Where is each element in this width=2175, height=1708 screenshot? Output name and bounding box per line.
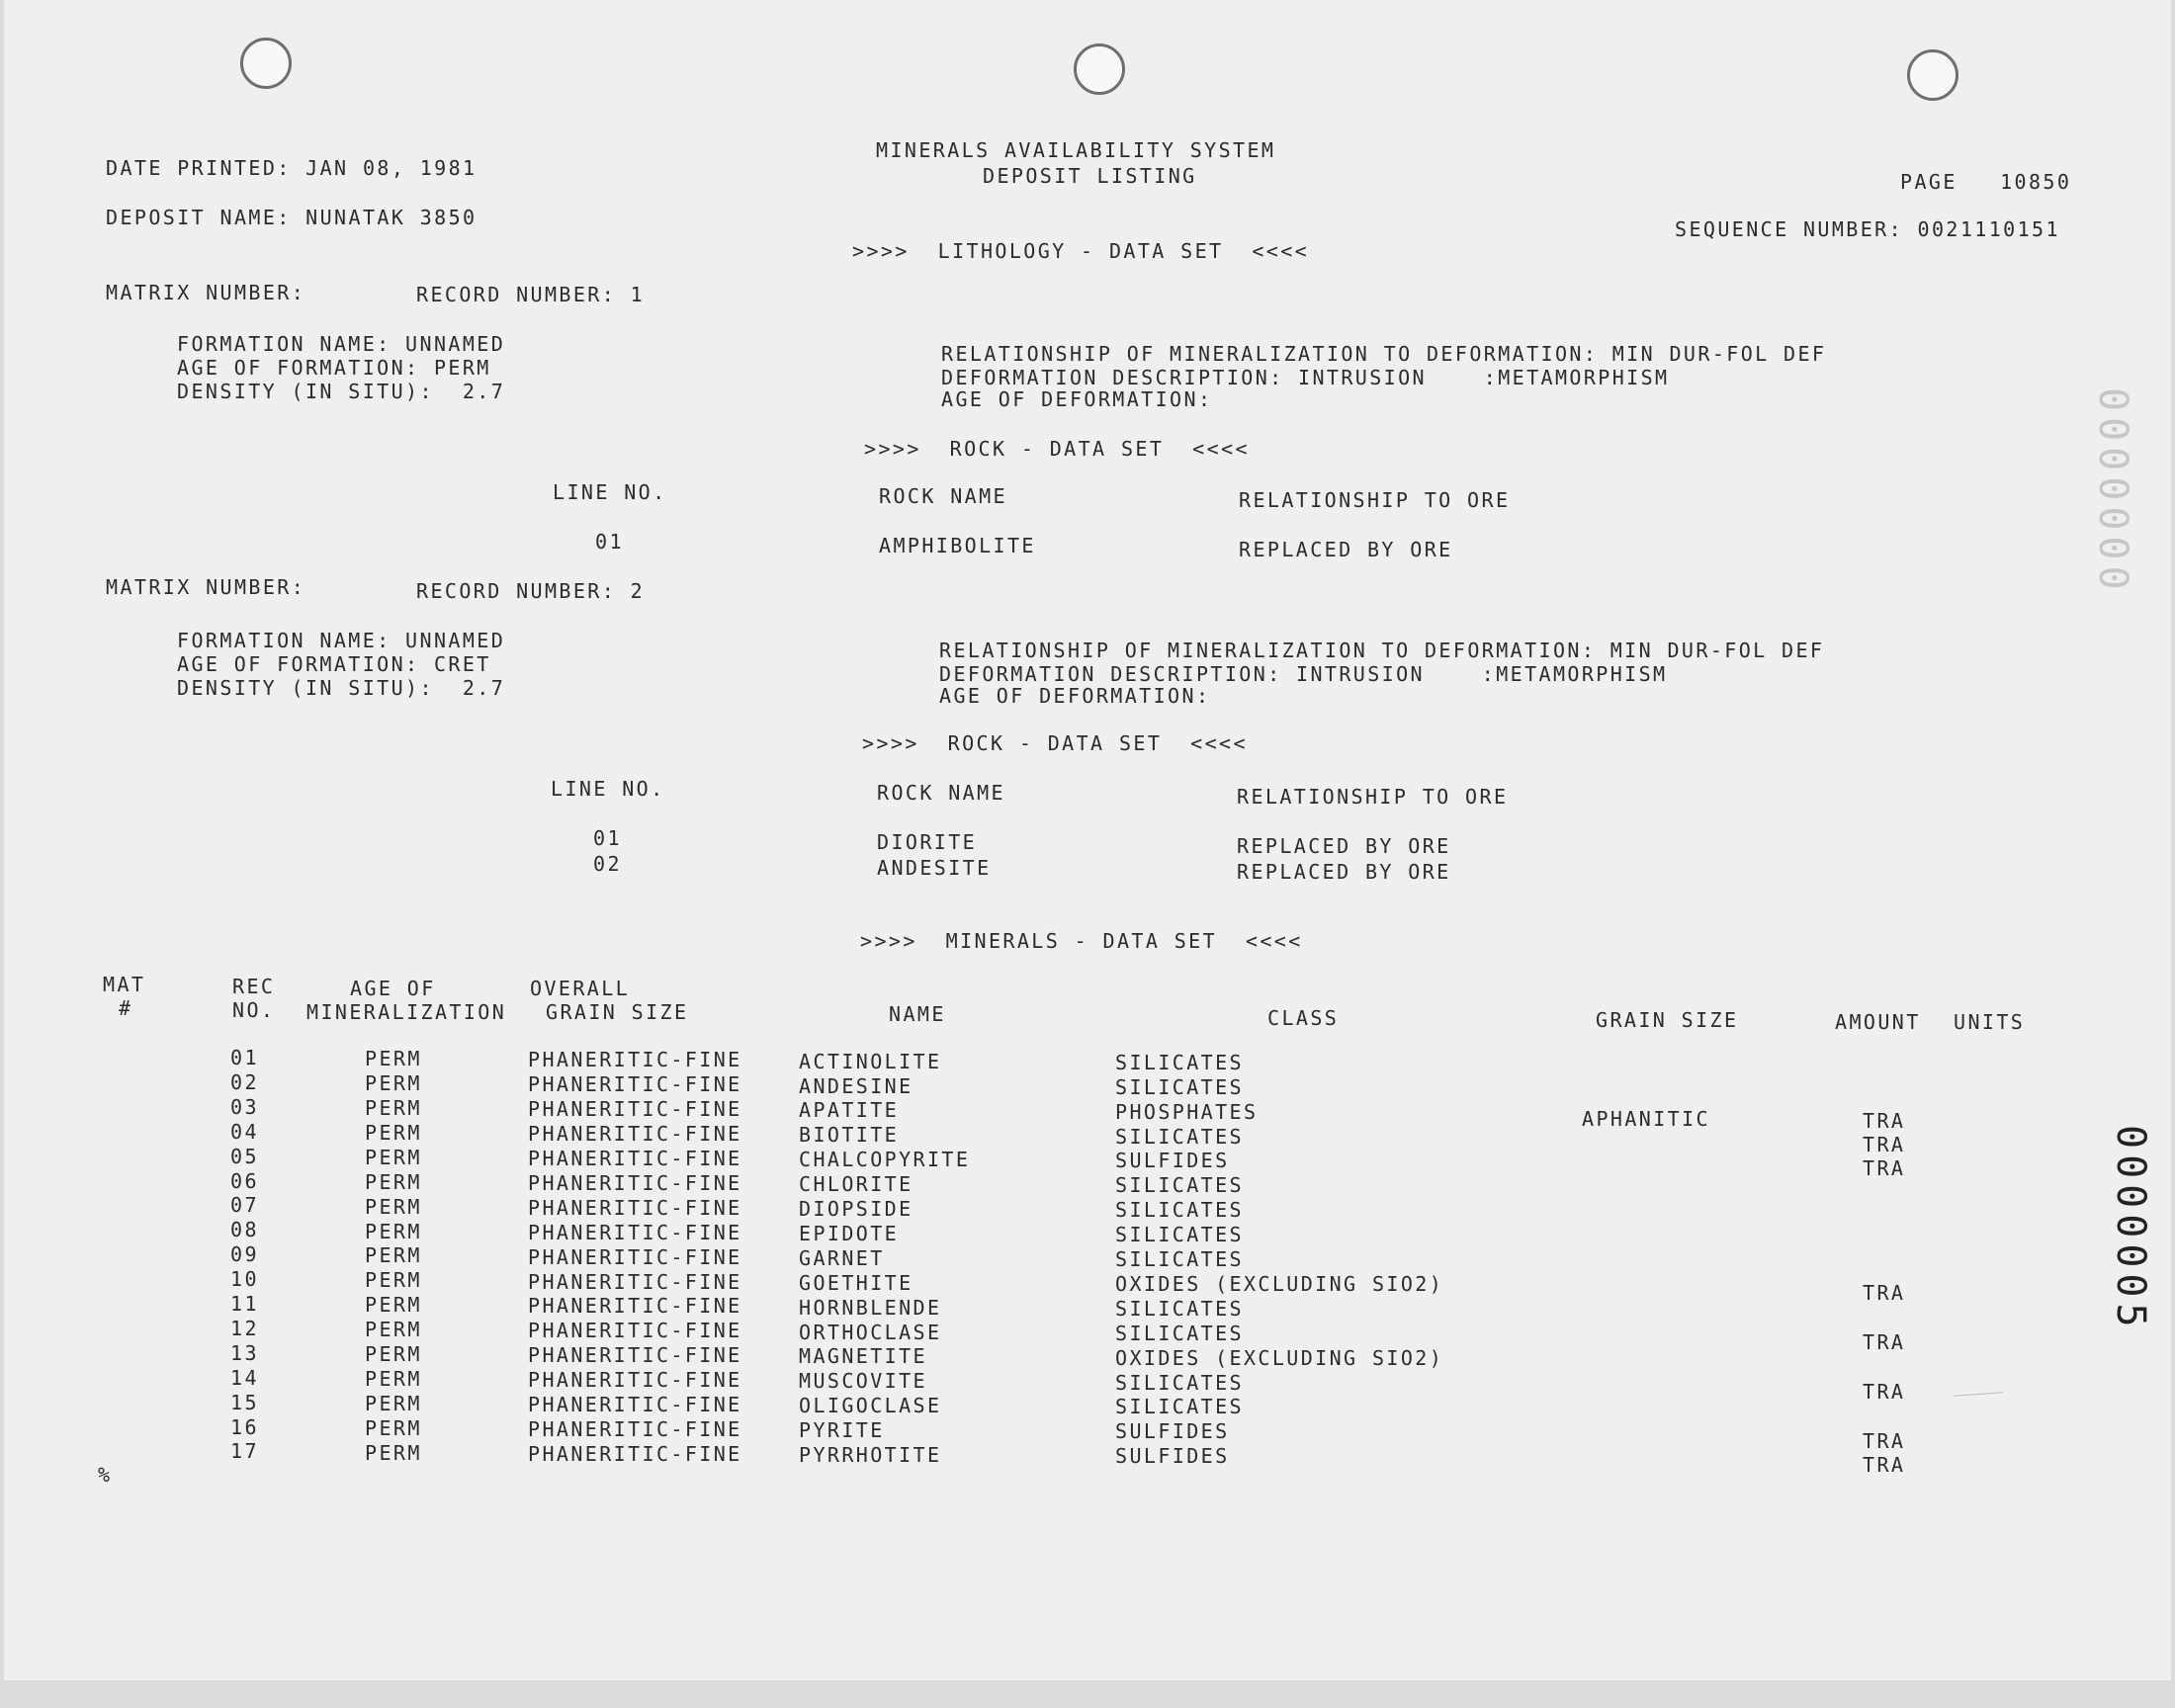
mineral-age: PERM [365, 1293, 422, 1317]
header-class: CLASS [1267, 1006, 1340, 1030]
header-rec: REC [232, 975, 276, 998]
mineral-name: ACTINOLITE [799, 1050, 942, 1073]
mineral-class: SILICATES [1115, 1075, 1244, 1099]
header-mat: MAT [103, 973, 146, 996]
mineral-overall-grain-size: PHANERITIC-FINE [528, 1417, 742, 1441]
mineral-class: SILICATES [1115, 1198, 1244, 1222]
mineral-class: SILICATES [1115, 1051, 1244, 1074]
mineral-age: PERM [365, 1047, 422, 1070]
mineral-overall-grain-size: PHANERITIC-FINE [528, 1221, 742, 1244]
mineral-overall-grain-size: PHANERITIC-FINE [528, 1442, 742, 1466]
rock-header-rock-name: ROCK NAME [877, 781, 1005, 805]
binder-hole-left [240, 38, 292, 89]
mineral-overall-grain-size: PHANERITIC-FINE [528, 1171, 742, 1195]
mineral-age: PERM [365, 1170, 422, 1194]
mineral-age: PERM [365, 1318, 422, 1341]
mineral-rec-no: 06 [230, 1169, 259, 1193]
footer-mark: % [98, 1463, 113, 1487]
mineral-class: SULFIDES [1115, 1149, 1230, 1172]
formation-name: FORMATION NAME: UNNAMED [177, 629, 506, 652]
rock-section-title: >>>> ROCK - DATA SET <<<< [864, 437, 1250, 461]
mineral-age: PERM [365, 1416, 422, 1440]
mineral-rec-no: 13 [230, 1341, 259, 1365]
rock-relationship: REPLACED BY ORE [1239, 538, 1453, 561]
age-of-formation: AGE OF FORMATION: CRET [177, 652, 491, 676]
mineral-rec-no: 05 [230, 1145, 259, 1168]
header-units: UNITS [1954, 1010, 2026, 1034]
rock-header-relationship: RELATIONSHIP TO ORE [1237, 785, 1509, 809]
mineral-age: PERM [365, 1096, 422, 1120]
mineral-age: PERM [365, 1146, 422, 1169]
binder-hole-center [1074, 43, 1125, 95]
rock-header-rock-name: ROCK NAME [879, 484, 1007, 508]
mineral-class: SILICATES [1115, 1223, 1244, 1246]
header-grain-size: GRAIN SIZE [1596, 1008, 1739, 1032]
header-overall-grain-size: GRAIN SIZE [546, 1000, 689, 1024]
deformation-description: DEFORMATION DESCRIPTION: INTRUSION :METAMORPHISM [939, 662, 1668, 686]
mineral-rec-no: 02 [230, 1070, 259, 1094]
mineral-rec-no: 15 [230, 1391, 259, 1414]
mineral-age: PERM [365, 1220, 422, 1243]
record-number: RECORD NUMBER: 2 [416, 579, 646, 603]
age-of-deformation: AGE OF DEFORMATION: [939, 684, 1211, 708]
mineral-class: SILICATES [1115, 1371, 1244, 1395]
mineral-class: SULFIDES [1115, 1419, 1230, 1443]
mineral-overall-grain-size: PHANERITIC-FINE [528, 1072, 742, 1096]
mineral-name: GOETHITE [799, 1271, 914, 1295]
rock-header-relationship: RELATIONSHIP TO ORE [1239, 488, 1511, 512]
page-number: PAGE 10850 [1900, 170, 2072, 194]
mineral-class: OXIDES (EXCLUDING SIO2) [1115, 1346, 1444, 1370]
rock-name: AMPHIBOLITE [879, 534, 1036, 557]
age-of-deformation: AGE OF DEFORMATION: [941, 387, 1213, 411]
rock-header-line-no: LINE NO. [551, 777, 665, 801]
mineral-name: HORNBLENDE [799, 1296, 942, 1320]
deformation-description: DEFORMATION DESCRIPTION: INTRUSION :METAMORPHISM [941, 366, 1670, 389]
header-name: NAME [889, 1002, 946, 1026]
mineral-rec-no: 09 [230, 1242, 259, 1266]
mineral-class: SILICATES [1115, 1322, 1244, 1345]
printout-sheet [4, 0, 2171, 1680]
amount-value: TRA [1863, 1380, 1906, 1404]
mineralization-relationship: RELATIONSHIP OF MINERALIZATION TO DEFORMATION: MIN DUR-FOL DEF [941, 342, 1827, 366]
date-printed: DATE PRINTED: JAN 08, 1981 [106, 156, 478, 180]
amount-value: TRA [1863, 1453, 1906, 1477]
mineral-overall-grain-size: PHANERITIC-FINE [528, 1343, 742, 1367]
mineral-overall-grain-size: PHANERITIC-FINE [528, 1097, 742, 1121]
mineral-class: SILICATES [1115, 1297, 1244, 1321]
mineral-name: CHALCOPYRITE [799, 1148, 971, 1171]
mineral-age: PERM [365, 1342, 422, 1366]
mineral-overall-grain-size: PHANERITIC-FINE [528, 1147, 742, 1170]
density: DENSITY (IN SITU): 2.7 [177, 380, 506, 403]
mineral-rec-no: 17 [230, 1439, 259, 1463]
rock-line-no: 01 [595, 530, 624, 554]
mineral-name: ORTHOCLASE [799, 1321, 942, 1344]
rock-header-line-no: LINE NO. [553, 480, 667, 504]
density: DENSITY (IN SITU): 2.7 [177, 676, 506, 700]
mineral-name: OLIGOCLASE [799, 1394, 942, 1417]
mineral-class: SILICATES [1115, 1247, 1244, 1271]
mineral-name: PYRRHOTITE [799, 1443, 942, 1467]
amount-value: TRA [1863, 1429, 1906, 1453]
matrix-number-label: MATRIX NUMBER: [106, 281, 306, 304]
header-rec-no: NO. [232, 998, 276, 1022]
rock-name: DIORITE [877, 830, 978, 854]
header-overall: OVERALL [530, 977, 631, 1000]
mineral-name: BIOTITE [799, 1123, 900, 1147]
rock-relationship: REPLACED BY ORE [1237, 860, 1451, 884]
formation-name: FORMATION NAME: UNNAMED [177, 332, 506, 356]
mineral-age: PERM [365, 1071, 422, 1095]
mineralization-relationship: RELATIONSHIP OF MINERALIZATION TO DEFORMATION: MIN DUR-FOL DEF [939, 639, 1825, 662]
mineral-age: PERM [365, 1441, 422, 1465]
mineral-class: SILICATES [1115, 1395, 1244, 1418]
mineral-age: PERM [365, 1367, 422, 1391]
mineral-age: PERM [365, 1268, 422, 1292]
rock-line-no: 01 [593, 826, 622, 850]
matrix-number-label: MATRIX NUMBER: [106, 575, 306, 599]
mineral-age: PERM [365, 1121, 422, 1145]
header-mat-hash: # [119, 996, 133, 1020]
mineral-name: CHLORITE [799, 1172, 914, 1196]
mineral-class: SILICATES [1115, 1173, 1244, 1197]
margin-stamp-dark: 0000005 [2108, 1125, 2153, 1333]
header-age-of: AGE OF [350, 977, 436, 1000]
mineral-age: PERM [365, 1243, 422, 1267]
sequence-number: SEQUENCE NUMBER: 0021110151 [1675, 217, 2060, 241]
margin-stamp-faint: 0000000 [2090, 387, 2135, 596]
mineral-rec-no: 12 [230, 1317, 259, 1340]
mineral-name: DIOPSIDE [799, 1197, 914, 1221]
mineral-name: GARNET [799, 1246, 885, 1270]
minerals-section-title: >>>> MINERALS - DATA SET <<<< [860, 929, 1303, 953]
mineral-rec-no: 01 [230, 1046, 259, 1069]
mineral-overall-grain-size: PHANERITIC-FINE [528, 1294, 742, 1318]
header-amount: AMOUNT [1835, 1010, 1921, 1034]
listing-title: DEPOSIT LISTING [983, 164, 1197, 188]
stray-mark [1954, 1392, 2003, 1396]
mineral-name: PYRITE [799, 1418, 885, 1442]
mineral-rec-no: 10 [230, 1267, 259, 1291]
amount-value: TRA [1863, 1109, 1906, 1133]
mineral-name: ANDESINE [799, 1074, 914, 1098]
mineral-overall-grain-size: PHANERITIC-FINE [528, 1368, 742, 1392]
mineral-rec-no: 07 [230, 1193, 259, 1217]
header-mineralization: MINERALIZATION [306, 1000, 507, 1024]
amount-value: TRA [1863, 1330, 1906, 1354]
mineral-overall-grain-size: PHANERITIC-FINE [528, 1245, 742, 1269]
amount-value: TRA [1863, 1133, 1906, 1156]
mineral-age: PERM [365, 1195, 422, 1219]
mineral-rec-no: 08 [230, 1218, 259, 1241]
mineral-class: PHOSPHATES [1115, 1100, 1259, 1124]
amount-value: TRA [1863, 1156, 1906, 1180]
binder-hole-right [1907, 49, 1958, 101]
record-number: RECORD NUMBER: 1 [416, 283, 646, 306]
mineral-name: EPIDOTE [799, 1222, 900, 1245]
system-title: MINERALS AVAILABILITY SYSTEM [876, 138, 1276, 162]
rock-name: ANDESITE [877, 856, 992, 880]
age-of-formation: AGE OF FORMATION: PERM [177, 356, 491, 380]
deposit-name: DEPOSIT NAME: NUNATAK 3850 [106, 206, 478, 229]
mineral-overall-grain-size: PHANERITIC-FINE [528, 1319, 742, 1342]
rock-section-title: >>>> ROCK - DATA SET <<<< [862, 731, 1248, 755]
lithology-section-title: >>>> LITHOLOGY - DATA SET <<<< [852, 239, 1310, 263]
mineral-rec-no: 11 [230, 1292, 259, 1316]
mineral-age: PERM [365, 1392, 422, 1415]
rock-line-no: 02 [593, 852, 622, 876]
mineral-class: SULFIDES [1115, 1444, 1230, 1468]
mineral-rec-no: 03 [230, 1095, 259, 1119]
mineral-overall-grain-size: PHANERITIC-FINE [528, 1122, 742, 1146]
mineral-overall-grain-size: PHANERITIC-FINE [528, 1270, 742, 1294]
mineral-name: APATITE [799, 1098, 900, 1122]
amount-value: TRA [1863, 1281, 1906, 1305]
mineral-class: SILICATES [1115, 1125, 1244, 1149]
rock-relationship: REPLACED BY ORE [1237, 834, 1451, 858]
grain-size-value: APHANITIC [1582, 1107, 1710, 1131]
mineral-rec-no: 04 [230, 1120, 259, 1144]
mineral-rec-no: 14 [230, 1366, 259, 1390]
mineral-overall-grain-size: PHANERITIC-FINE [528, 1393, 742, 1416]
mineral-overall-grain-size: PHANERITIC-FINE [528, 1196, 742, 1220]
mineral-class: OXIDES (EXCLUDING SIO2) [1115, 1272, 1444, 1296]
mineral-name: MAGNETITE [799, 1344, 927, 1368]
mineral-overall-grain-size: PHANERITIC-FINE [528, 1048, 742, 1071]
mineral-rec-no: 16 [230, 1415, 259, 1439]
mineral-name: MUSCOVITE [799, 1369, 927, 1393]
